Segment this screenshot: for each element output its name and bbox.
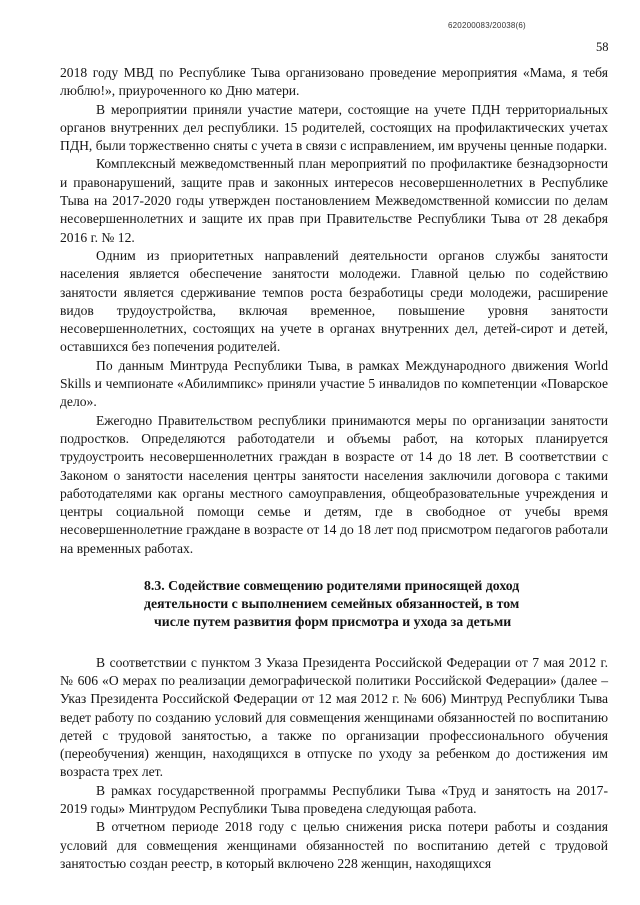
section-heading-line: числе путем развития форм присмотра и ухода за детьми <box>154 614 512 630</box>
paragraph: В отчетном периоде 2018 году с целью снижения риска потери работы и создания условий для совмещения женщинами обязанностей по воспитанию детей с трудовой занятостью создан реестр, в который включено 228 женщин, находящихся <box>60 819 608 871</box>
paragraph: В соответствии с пунктом 3 Указа Президента Российской Федерации от 7 мая 2012 г. № 606 «О мерах по реализации демографической политики Российской Федерации» (далее – Указ Президента Российской Федерации от 12 мая 2012 г. № 606) Минтруд Республики Тыва ведет работу по созданию условий для совмещения женщинами обязанностей по воспитанию детей с трудовой занятостью, а также по организации профессионального обучения (переобучения) женщин, находящихся в отпуске по уходу за ребенком до достижения им возраста трех лет. <box>60 654 608 780</box>
paragraph: 2018 году МВД по Республике Тыва организовано проведение мероприятия «Мама, я тебя люблю!», приуроченного ко Дню матери. <box>60 65 608 99</box>
section-heading-line: деятельности с выполнением семейных обязанностей, в том <box>144 596 520 612</box>
document-body <box>60 64 608 873</box>
paragraph: В рамках государственной программы Республики Тыва «Труд и занятость на 2017-2019 годы» Минтрудом Республики Тыва проведена следующая работа. <box>60 782 608 816</box>
paragraph: По данным Минтруда Республики Тыва, в рамках Международного движения World Skills и чемпионате «Абилимпикс» приняли участие 5 инвалидов по компетенции «Поварское дело». <box>60 357 608 410</box>
section-heading <box>60 577 608 632</box>
page-number: 58 <box>596 40 609 54</box>
paragraph: Одним из приоритетных направлений деятельности органов службы занятости населения является обеспечение занятости молодежи. Главной целью по содействию занятости является сдерживание темпов роста безработицы среди молодежи, расширение видов трудоустройства, включая временное, повышение уровня занятости несовершеннолетних, состоящих на учете в органах внутренних дел, детей-сирот и детей, оставшихся без попечения родителей. <box>60 247 608 355</box>
section-heading-line: 8.3. Содействие совмещению родителями приносящей доход <box>144 578 520 594</box>
paragraph: Комплексный межведомственный план мероприятий по профилактике безнадзорности и правонарушений, защите прав и законных интересов несовершеннолетних в Республике Тыва на 2017-2020 годы утвержден постановлением Межведомственной комиссии по делам несовершеннолетних и защите их прав при Правительстве Республики Тыва от 28 декабря 2016 г. № 12. <box>60 156 608 245</box>
paragraph: В мероприятии приняли участие матери, состоящие на учете ПДН территориальных органов внутренних дел республики. 15 родителей, состоящих на профилактических учетах ПДН, были торжественно сняты с учета в связи с исправлением, им вручены ценные подарки. <box>60 101 608 154</box>
paragraph: Ежегодно Правительством республики принимаются меры по организации занятости подростков. Определяются работодатели и объемы работ, на которых планируется трудоустроить несовершеннолетних граждан в возрасте от 14 до 18 лет. В соответствии с Законом о занятости населения центры занятости населения заключили договора с такими работодателями как органы местного самоуправления, общеобразовательные учреждения и центры социальной помощи семье и детям, где в свободное от учебы время несовершеннолетние граждане в возрасте от 14 до 18 лет под присмотром педагогов работали на временных работах. <box>60 412 608 556</box>
document-code: 620200083/20038(6) <box>448 21 526 30</box>
